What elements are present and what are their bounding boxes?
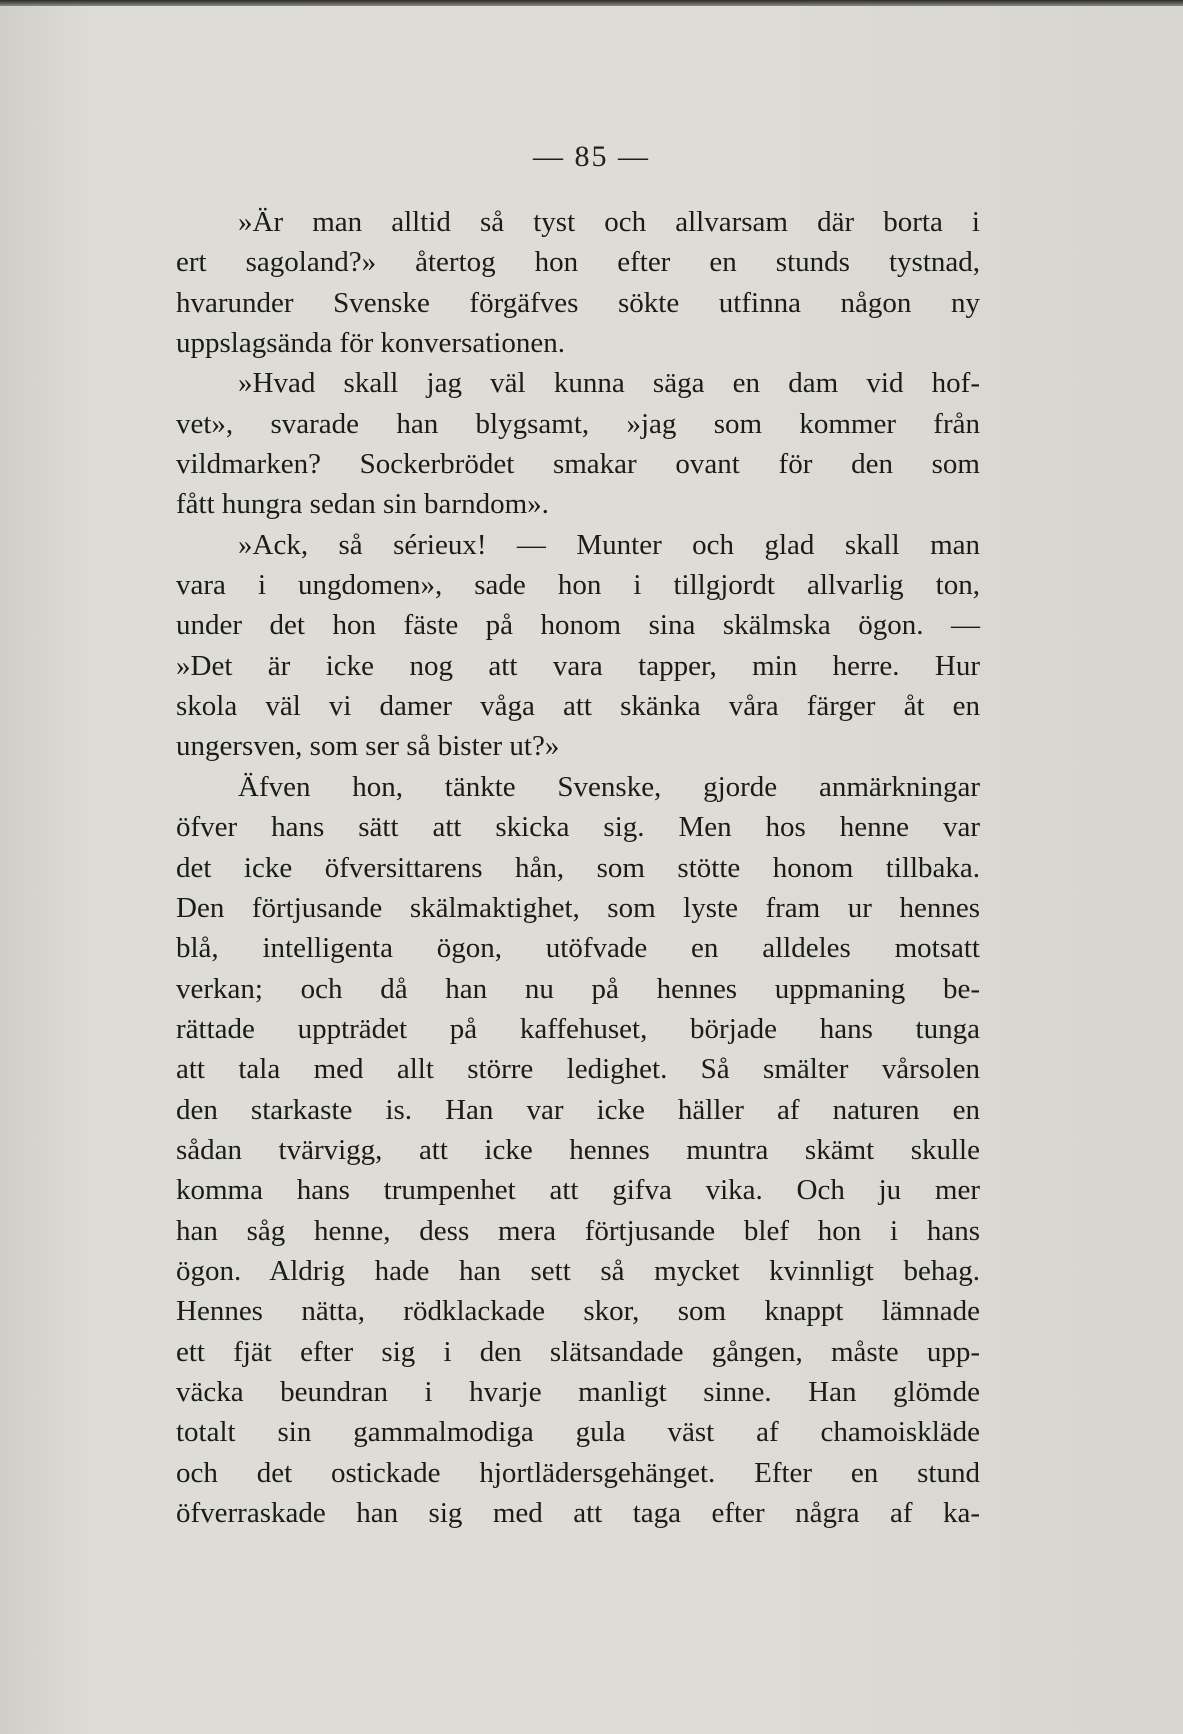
text-line: under det hon fäste på honom sina skälmska ögon. —: [176, 609, 980, 642]
text-line: »Ack, så sérieux! — Munter och glad skall man: [238, 528, 980, 561]
text-line: vara i ungdomen», sade hon i tillgjordt allvarlig ton,: [176, 569, 980, 602]
text-line: och det ostickade hjortlädersgehänget. Efter en stund: [176, 1456, 980, 1489]
text-line: sådan tvärvigg, att icke hennes muntra skämt skulle: [176, 1133, 980, 1166]
text-line: Äfven hon, tänkte Svenske, gjorde anmärkningar: [238, 770, 980, 803]
text-line: ett fjät efter sig i den slätsandade gången, måste upp-: [176, 1335, 980, 1368]
text-line: uppslagsända för konversationen.: [176, 327, 565, 360]
text-line: öfver hans sätt att skicka sig. Men hos henne var: [176, 811, 980, 844]
text-line: ungersven, som ser så bister ut?»: [176, 730, 560, 763]
text-line: ert sagoland?» återtog hon efter en stunds tystnad,: [176, 246, 980, 279]
text-line: ögon. Aldrig hade han sett så mycket kvinnligt behag.: [176, 1254, 980, 1287]
text-line: den starkaste is. Han var icke häller af naturen en: [176, 1093, 980, 1126]
text-line: Hennes nätta, rödklackade skor, som knappt lämnade: [176, 1295, 980, 1328]
text-line: att tala med allt större ledighet. Så smälter vårsolen: [176, 1053, 980, 1086]
text-line: han såg henne, dess mera förtjusande blef hon i hans: [176, 1214, 980, 1247]
text-line: totalt sin gammalmodiga gula väst af chamoiskläde: [176, 1416, 980, 1449]
page-number: — 85 —: [533, 140, 650, 173]
text-line: »Är man alltid så tyst och allvarsam där borta i: [238, 206, 980, 238]
text-line: blå, intelligenta ögon, utöfvade en alldeles motsatt: [176, 932, 980, 965]
text-line: öfverraskade han sig med att taga efter några af ka-: [176, 1497, 980, 1529]
body-text: [176, 202, 980, 1533]
text-line: skola väl vi damer våga att skänka våra färger åt en: [176, 690, 980, 723]
text-line: hvarunder Svenske förgäfves sökte utfinna någon ny: [176, 286, 980, 319]
text-line: vildmarken? Sockerbrödet smakar ovant för den som: [176, 448, 980, 481]
text-line: det icke öfversittarens hån, som stötte honom tillbaka.: [176, 851, 980, 884]
text-line: komma hans trumpenhet att gifva vika. Och ju mer: [176, 1174, 980, 1207]
text-line: vet», svarade han blygsamt, »jag som kommer från: [176, 407, 980, 440]
text-line: rättade uppträdet på kaffehuset, började hans tunga: [176, 1012, 980, 1045]
text-line: fått hungra sedan sin barndom».: [176, 488, 549, 521]
text-line: väcka beundran i hvarje manligt sinne. Han glömde: [176, 1375, 980, 1408]
text-line: »Hvad skall jag väl kunna säga en dam vid hof-: [238, 367, 980, 400]
text-line: »Det är icke nog att vara tapper, min herre. Hur: [176, 649, 980, 682]
book-page: [0, 6, 1183, 1734]
text-line: Den förtjusande skälmaktighet, som lyste fram ur hennes: [176, 891, 980, 924]
text-line: verkan; och då han nu på hennes uppmaning be-: [176, 972, 980, 1005]
